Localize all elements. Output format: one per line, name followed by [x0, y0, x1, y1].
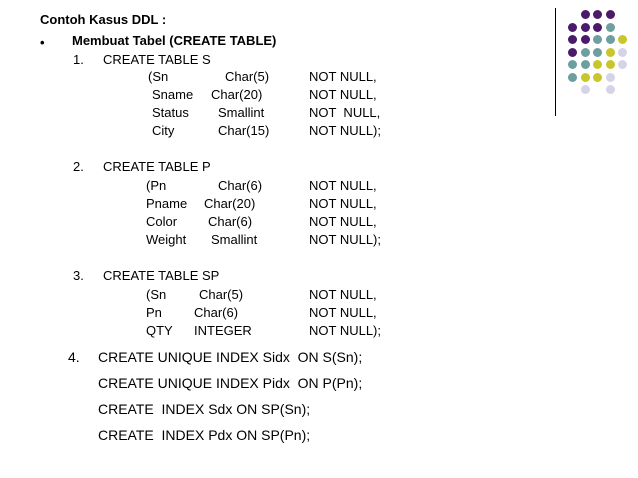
s2-constraint: NOT NULL, — [309, 196, 377, 211]
decoration-dot — [606, 48, 615, 57]
section-3-number: 3. — [73, 268, 84, 283]
decoration-dot — [568, 23, 577, 32]
decoration-dot — [618, 60, 627, 69]
s2-col: (Pn — [146, 178, 167, 193]
section-1-heading: CREATE TABLE S — [103, 52, 211, 67]
decoration-dot — [606, 60, 615, 69]
bullet-heading: Membuat Tabel (CREATE TABLE) — [72, 33, 277, 48]
s3-constraint: NOT NULL, — [309, 287, 377, 302]
decoration-dot — [581, 23, 590, 32]
s1-constraint: NOT NULL, — [309, 69, 377, 84]
decoration-dot — [593, 73, 602, 82]
decoration-dot — [581, 73, 590, 82]
section-3-heading: CREATE TABLE SP — [103, 268, 220, 283]
section-2-number: 2. — [73, 159, 84, 174]
s1-type: Char(15) — [218, 123, 270, 138]
s2-type: Char(6) — [218, 178, 263, 193]
s2-type: Smallint — [211, 232, 258, 247]
section-2-heading: CREATE TABLE P — [103, 159, 211, 174]
s1-col: City — [152, 123, 175, 138]
decoration-dot — [568, 60, 577, 69]
section-1-number: 1. — [73, 52, 84, 67]
decoration-dot — [581, 60, 590, 69]
s2-type: Char(20) — [204, 196, 256, 211]
decoration-dot — [593, 23, 602, 32]
decoration-dot — [581, 85, 590, 94]
s1-col: Status — [152, 105, 189, 120]
decoration-dot — [581, 35, 590, 44]
decoration-dot — [593, 60, 602, 69]
s3-col: (Sn — [146, 287, 167, 302]
index-statement: CREATE UNIQUE INDEX Pidx ON P(Pn); — [98, 375, 363, 391]
decoration-dot — [606, 35, 615, 44]
decoration-dot — [568, 48, 577, 57]
decoration-dot — [606, 85, 615, 94]
slide-title: Contoh Kasus DDL : — [40, 12, 167, 27]
s1-col: (Sn — [148, 69, 169, 84]
s3-col: Pn — [146, 305, 162, 320]
s3-type: Char(6) — [194, 305, 239, 320]
s3-type: INTEGER — [194, 323, 252, 338]
bullet-icon: • — [40, 35, 45, 50]
decoration-dot — [593, 10, 602, 19]
s1-type: Char(5) — [225, 69, 270, 84]
decoration-dot — [568, 73, 577, 82]
s1-col: Sname — [152, 87, 194, 102]
s1-constraint: NOT NULL, — [309, 105, 381, 120]
decoration-dot — [606, 73, 615, 82]
s2-col: Weight — [146, 232, 187, 247]
s1-constraint: NOT NULL); — [309, 123, 381, 138]
index-statement: CREATE INDEX Pdx ON SP(Pn); — [98, 427, 311, 443]
decoration-dot — [606, 23, 615, 32]
s2-col: Color — [146, 214, 178, 229]
index-statement: CREATE INDEX Sdx ON SP(Sn); — [98, 401, 311, 417]
s3-constraint: NOT NULL, — [309, 305, 377, 320]
decoration-dot — [581, 48, 590, 57]
s2-constraint: NOT NULL, — [309, 214, 377, 229]
decoration-dot — [568, 35, 577, 44]
s3-col: QTY — [146, 323, 173, 338]
s2-col: Pname — [146, 196, 188, 211]
s3-type: Char(5) — [199, 287, 244, 302]
s2-type: Char(6) — [208, 214, 253, 229]
section-4-number: 4. — [68, 349, 80, 365]
s1-type: Char(20) — [211, 87, 263, 102]
index-statement: CREATE UNIQUE INDEX Sidx ON S(Sn); — [98, 349, 363, 365]
s2-constraint: NOT NULL); — [309, 232, 381, 247]
decoration-dot — [593, 48, 602, 57]
decoration-dot — [606, 10, 615, 19]
s2-constraint: NOT NULL, — [309, 178, 377, 193]
s3-constraint: NOT NULL); — [309, 323, 381, 338]
s1-type: Smallint — [218, 105, 265, 120]
decoration-vertical-line — [555, 8, 556, 116]
s1-constraint: NOT NULL, — [309, 87, 377, 102]
decoration-dot — [618, 48, 627, 57]
decoration-dot — [618, 35, 627, 44]
decoration-dot — [581, 10, 590, 19]
decoration-dot — [593, 35, 602, 44]
